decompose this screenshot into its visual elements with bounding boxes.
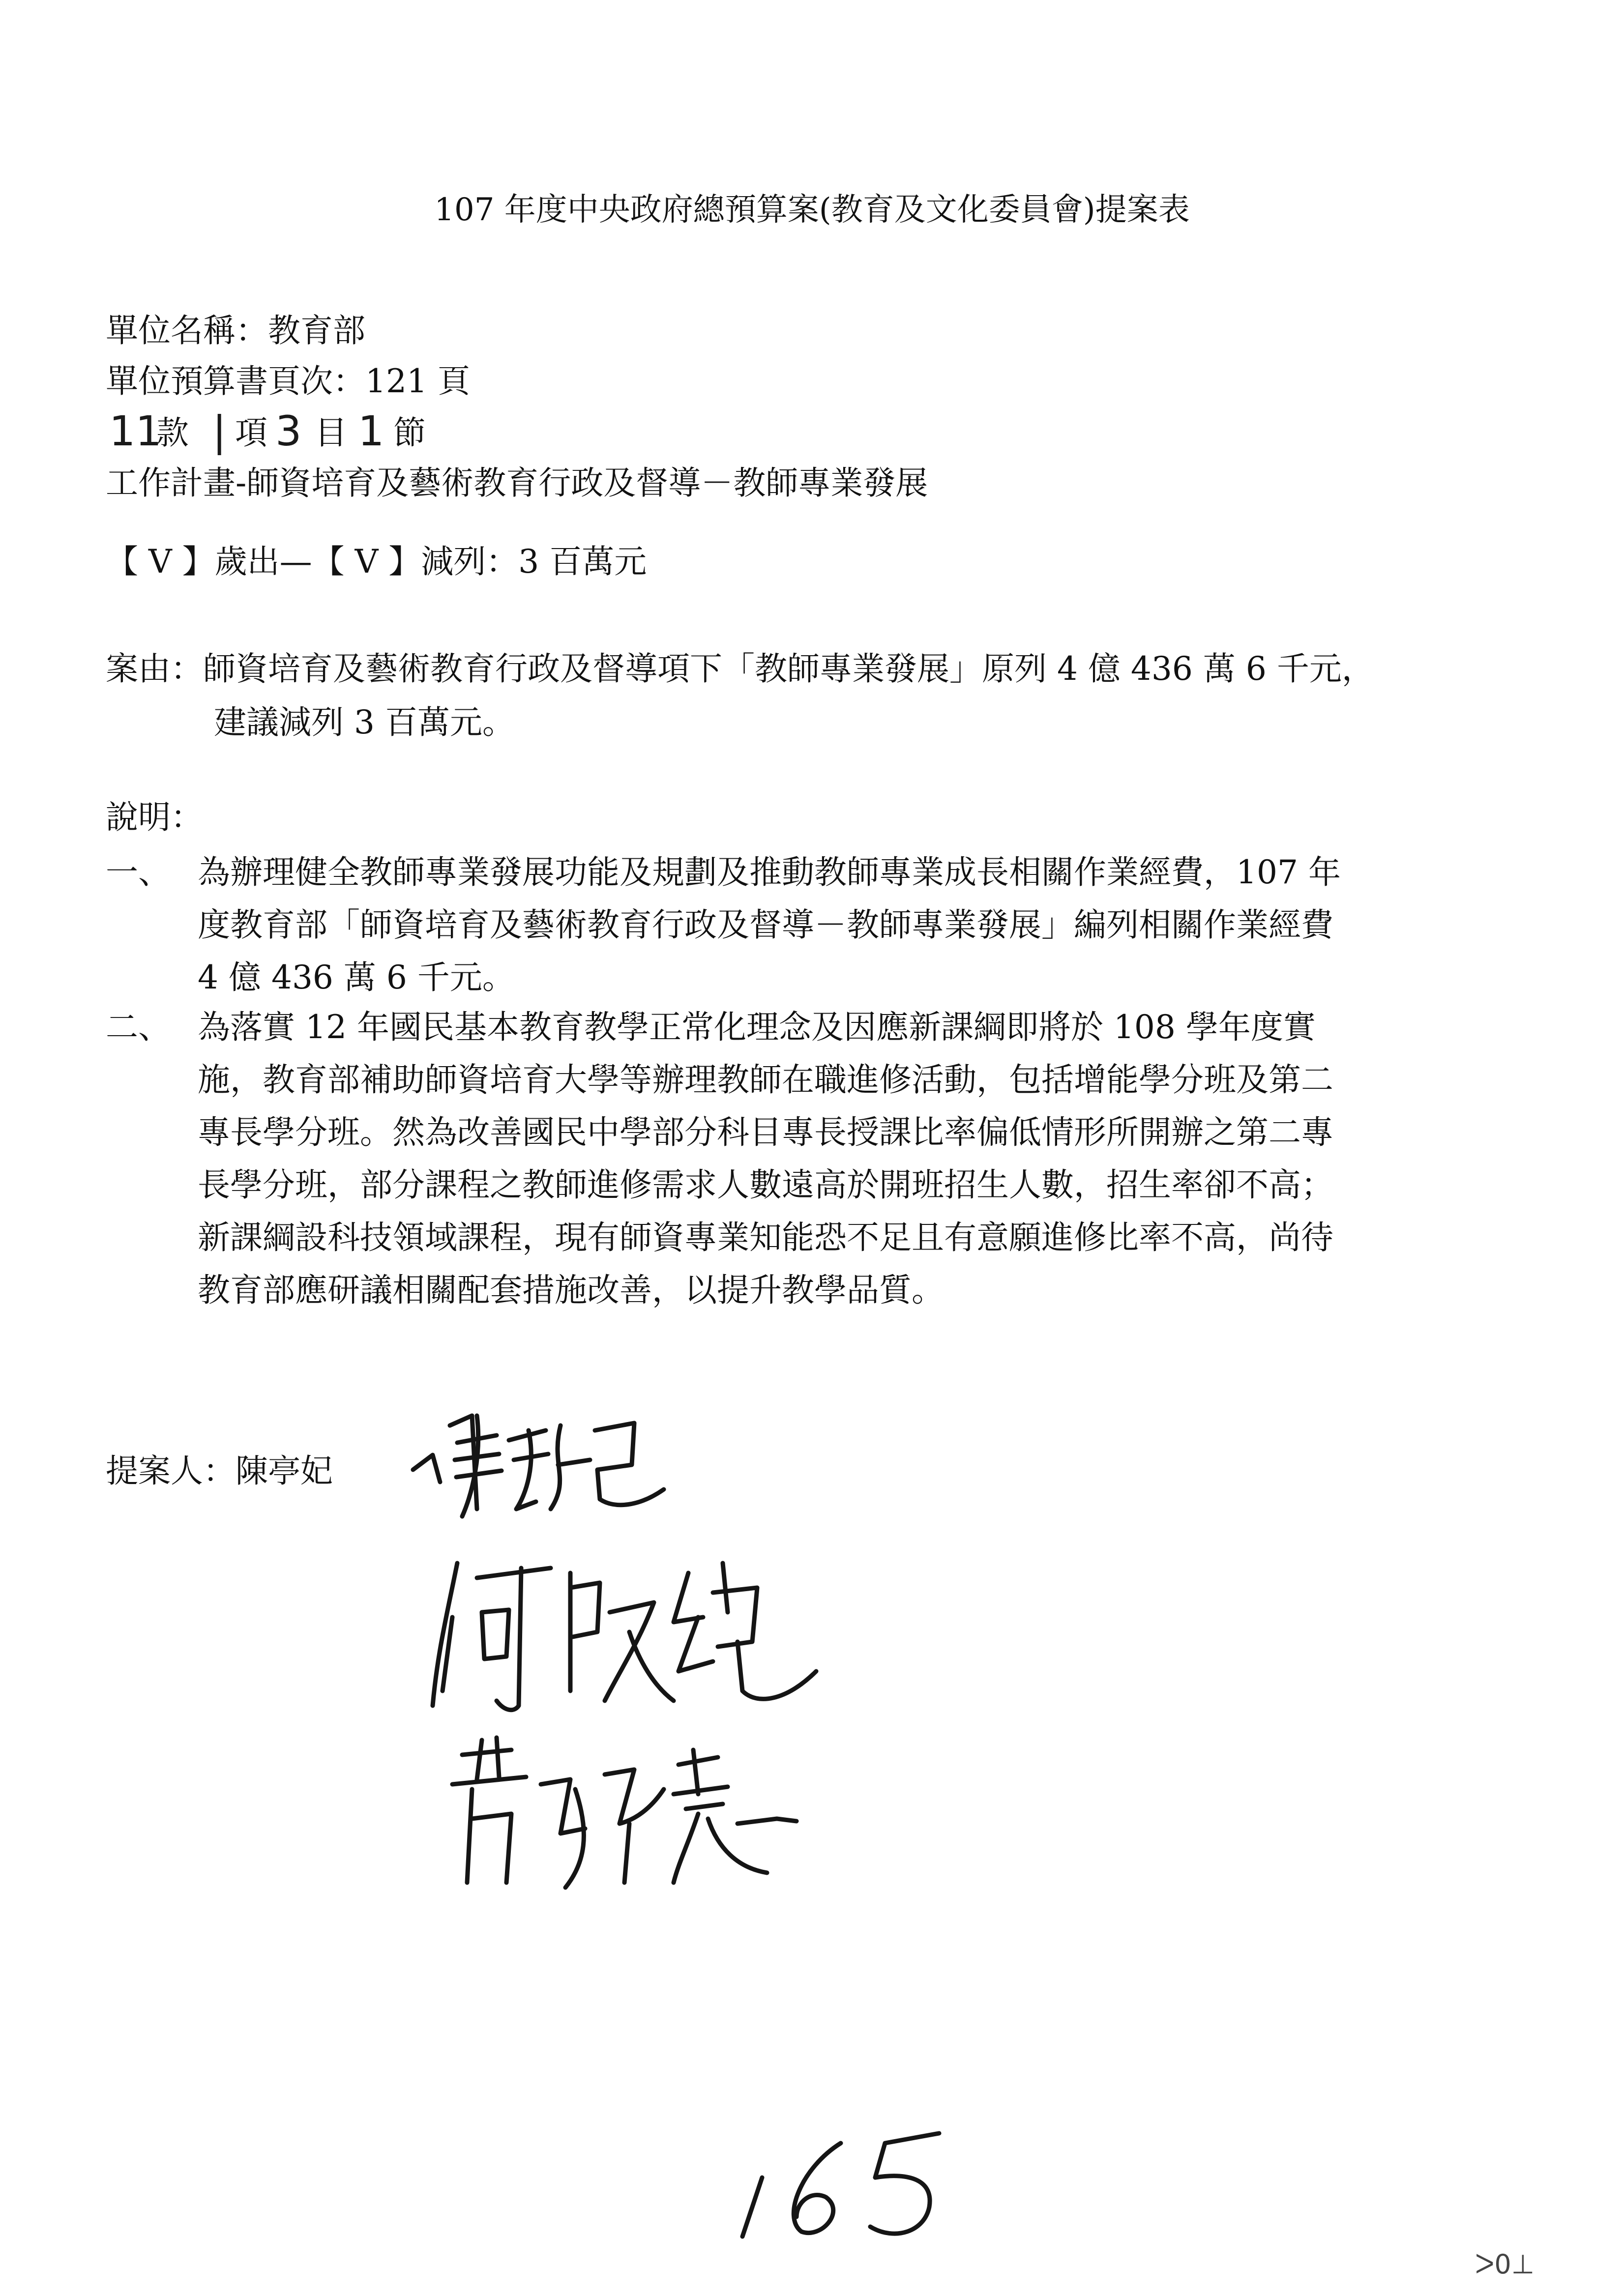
bracket-close-1: 】: [182, 543, 215, 581]
signature-1: [403, 1396, 679, 1524]
corner-mark: ᐳ0⊥: [1475, 2249, 1535, 2280]
item-line: 為辦理健全教師專業發展功能及規劃及推動教師專業成長相關作業經費，107 年: [198, 853, 1341, 891]
proposer-row: [106, 1452, 333, 1490]
item-number: 一、: [106, 853, 171, 891]
unit-name-label: 單位名稱：: [106, 312, 268, 349]
unit-name-value: 教育部: [268, 312, 365, 349]
item-line: 4 億 436 萬 6 千元。: [198, 959, 515, 996]
jie-number-handwritten: 1: [358, 407, 384, 455]
budget-page-value: 121 頁: [365, 362, 470, 400]
mu-label: 目: [315, 414, 347, 452]
expense-reduction-row: [106, 543, 647, 581]
expense-label: 歲出—: [214, 543, 312, 581]
handwritten-page-number: [728, 2104, 983, 2251]
reason-text-line2: 建議減列 3 百萬元。: [214, 703, 515, 741]
item-line: 為落實 12 年國民基本教育教學正常化理念及因應新課綱即將於 108 學年度實: [198, 1008, 1316, 1046]
work-plan: 工作計畫-師資培育及藝術教育行政及督導－教師專業發展: [106, 464, 928, 502]
item-line: 度教育部「師資培育及藝術教育行政及督導－教師專業發展」編列相關作業經費: [198, 906, 1333, 944]
mu-number-handwritten: 3: [275, 407, 302, 455]
bracket-open-2: 【: [312, 543, 345, 581]
item-line: 施，教育部補助師資培育大學等辦理教師在職進修活動，包括增能學分班及第二: [198, 1061, 1333, 1099]
jie-label: 節: [393, 414, 426, 452]
reason-label: 案由：: [106, 650, 203, 688]
item-line: 專長學分班。然為改善國民中學部分科目專長授課比率偏低情形所開辦之第二專: [198, 1113, 1333, 1151]
signature-3: [443, 1735, 826, 1897]
proposer-label: 提案人：: [106, 1452, 236, 1490]
kuan-number-handwritten: 11: [109, 407, 162, 455]
xiang-label: 項: [235, 414, 267, 452]
unit-name-row: [106, 312, 365, 349]
budget-page-row: [106, 362, 470, 400]
document-title: 107 年度中央政府總預算案(教育及文化委員會)提案表: [434, 192, 1190, 228]
reason-row-1: [106, 650, 1374, 688]
checkbox-mark-expense: V: [148, 543, 172, 581]
item-line: 長學分班，部分課程之教師進修需求人數遠高於開班招生人數，招生率卻不高；: [198, 1166, 1333, 1204]
proposer-name: 陳亭妃: [236, 1452, 333, 1490]
bracket-close-2: 】: [388, 543, 421, 581]
item-line: 新課綱設科技領域課程，現有師資專業知能恐不足且有意願進修比率不高，尚待: [198, 1219, 1333, 1256]
item-line: 教育部應研議相關配套措施改善，以提升教學品質。: [198, 1271, 944, 1309]
kuan-label: 款: [156, 414, 189, 452]
budget-page-label: 單位預算書頁次：: [106, 362, 365, 400]
xiang-stroke: |: [212, 407, 227, 455]
reason-text-line1: 師資培育及藝術教育行政及督導項下「教師專業發展」原列 4 億 436 萬 6 千元，: [203, 650, 1374, 688]
explanation-label: 說明：: [106, 798, 203, 836]
signature-2: [423, 1543, 826, 1720]
reduce-label: 減列：3 百萬元: [421, 543, 647, 581]
bracket-open-1: 【: [106, 543, 138, 581]
checkbox-mark-reduce: V: [354, 543, 379, 581]
item-number: 二、: [106, 1008, 171, 1046]
